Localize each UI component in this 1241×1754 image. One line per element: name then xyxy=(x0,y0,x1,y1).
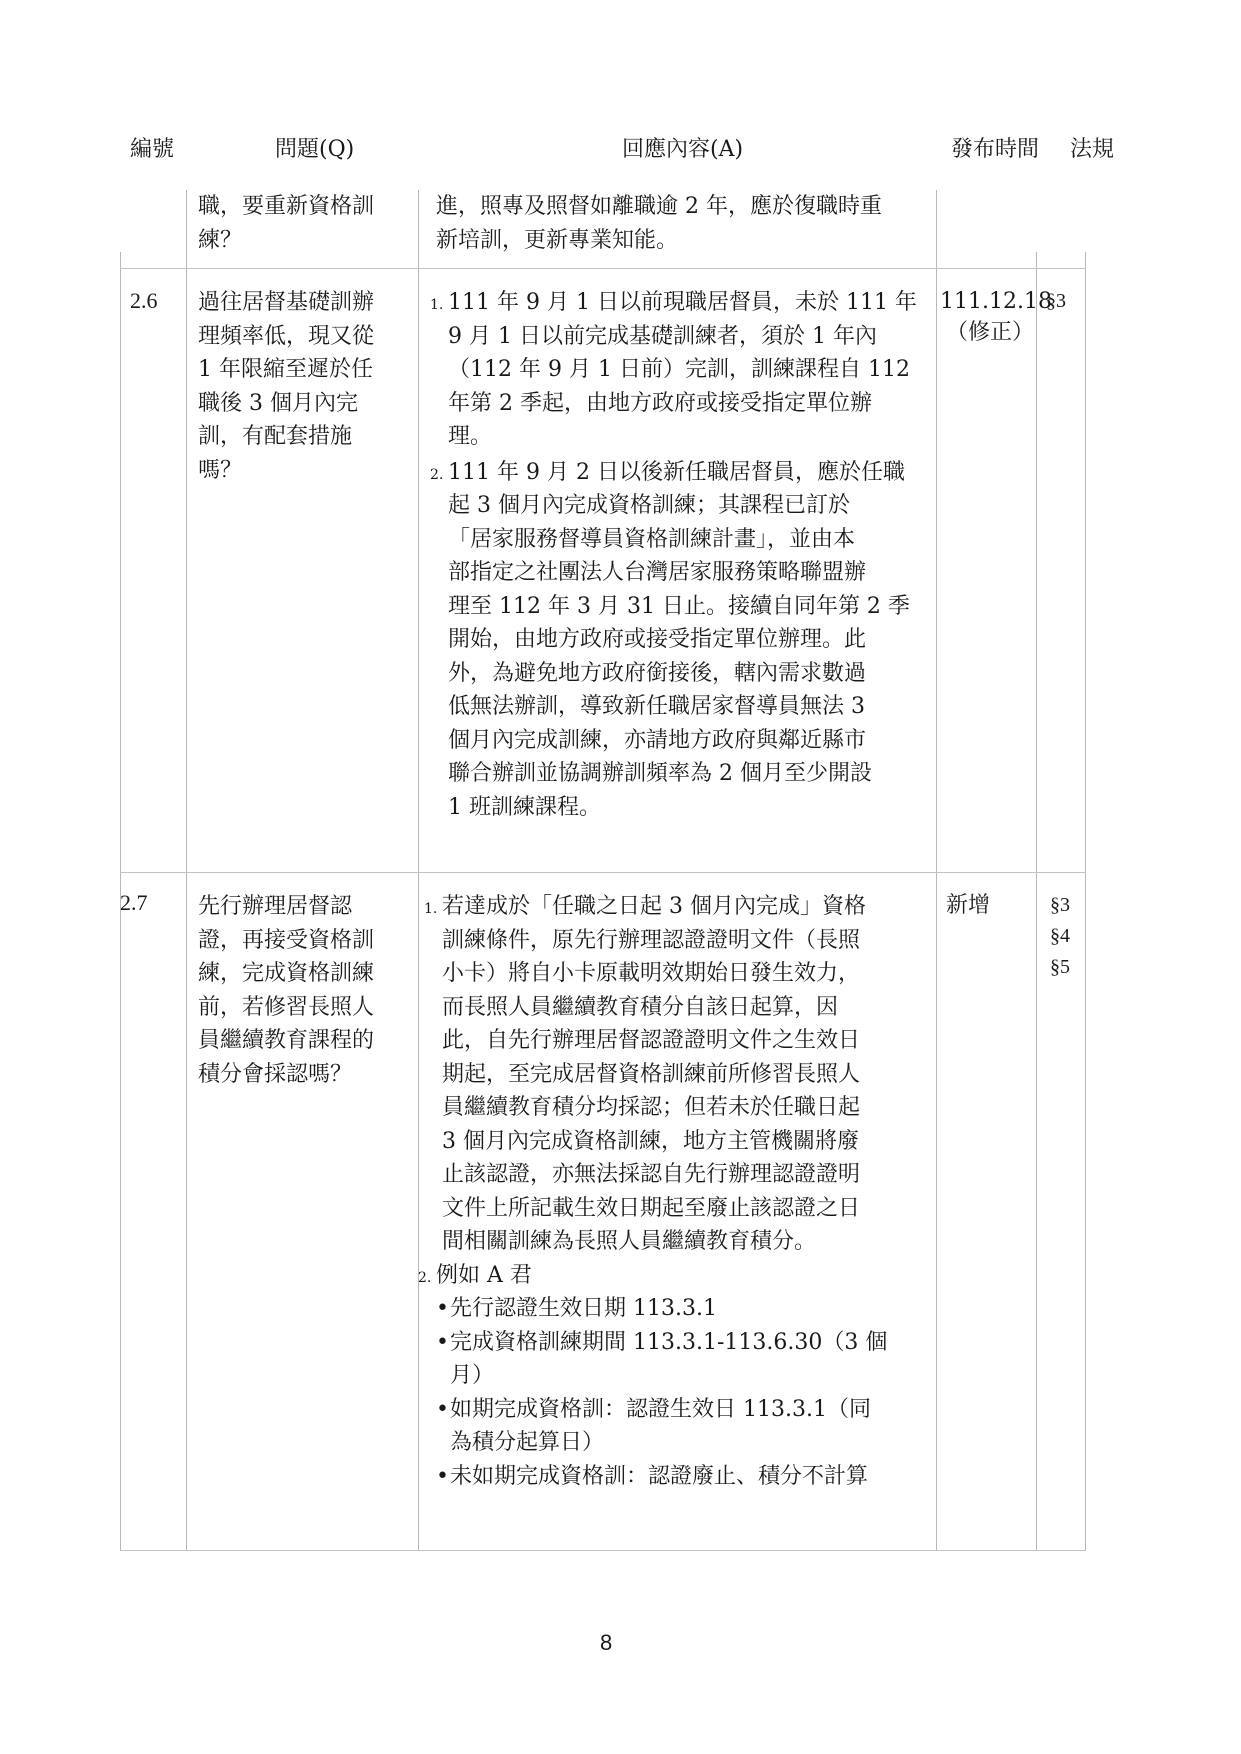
cont-question-cell xyxy=(198,190,374,257)
text-line: 111 年 9 月 2 日以後新任職居督員，應於任職 xyxy=(448,459,905,485)
text-line: 為積分起算日） xyxy=(450,1430,605,1455)
header-regulation: 法規 xyxy=(1070,137,1115,162)
text-line: 積分會採認嗎？ xyxy=(198,1061,353,1087)
text-line: 起 3 個月內完成資格訓練；其課程已訂於 xyxy=(448,493,850,518)
row-2-6-publish-date xyxy=(940,286,1052,348)
text-line: 止該認證，亦無法採認自先行辦理認證證明 xyxy=(442,1162,861,1187)
text-line: 先行認證生效日期 113.3.1 xyxy=(450,1296,717,1321)
answer-item-1-line xyxy=(424,890,887,924)
text-line: 而長照人員繼續教育積分自該日起算，因 xyxy=(442,994,839,1020)
text-line: 練，完成資格訓練 xyxy=(198,961,375,986)
text-line: 嗎？ xyxy=(198,457,243,483)
list-marker: 1. xyxy=(424,901,438,917)
table-col-divider-3 xyxy=(936,190,937,1550)
text-line: §4 xyxy=(1050,925,1070,947)
text-line: 練？ xyxy=(198,227,243,253)
cont-answer-cell xyxy=(436,190,882,257)
text-line: （112 年 9 月 1 日前）完訓，訓練課程自 112 xyxy=(448,357,910,382)
text-line: 間相關訓練為長照人員繼續教育積分。 xyxy=(442,1229,817,1254)
table-col-divider-4 xyxy=(1036,252,1037,1550)
text-line: 期起，至完成居督資格訓練前所修習長照人 xyxy=(442,1061,861,1087)
row-2-6-question xyxy=(198,286,374,487)
text-line: 1 年限縮至遲於任 xyxy=(198,357,373,382)
text-line: 3 個月內完成資格訓練，地方主管機關將廢 xyxy=(442,1128,859,1154)
text-line: 月） xyxy=(450,1363,495,1388)
row-2-7-answer xyxy=(418,890,888,1493)
text-line: 理。 xyxy=(448,424,493,449)
header-answer: 回應內容(A) xyxy=(622,137,744,162)
list-marker: 2. xyxy=(430,466,444,483)
row-2-7-number: 2.7 xyxy=(120,890,148,915)
text-line: 個月內完成訓練，亦請地方政府與鄰近縣市 xyxy=(448,727,867,753)
text-line: 111.12.18 xyxy=(940,289,1052,314)
bullet-item xyxy=(424,1292,887,1326)
row-2-6-number: 2.6 xyxy=(130,288,158,313)
row-2-7-regulation xyxy=(1050,890,1070,983)
text-line: 證，再接受資格訓 xyxy=(198,927,375,953)
text-line: 職後 3 個月內完 xyxy=(198,390,358,416)
text-line: 新增 xyxy=(946,893,991,918)
text-line: 部指定之社團法人台灣居家服務策略聯盟辦 xyxy=(448,560,867,585)
text-line: 外，為避免地方政府銜接後，轄內需求數過 xyxy=(448,660,867,686)
text-line: 理頻率低，現又從 xyxy=(198,323,375,349)
text-line: 訓練條件，原先行辦理認證證明文件（長照 xyxy=(442,927,861,953)
text-line: 「居家服務督導員資格訓練計畫」，並由本 xyxy=(448,526,856,552)
text-line: 111 年 9 月 1 日以前現職居督員，未於 111 年 xyxy=(448,290,917,315)
bullet-dot: • xyxy=(436,1296,449,1321)
text-line: 過往居督基礎訓辦 xyxy=(198,290,375,315)
text-line: 員繼續教育課程的 xyxy=(198,1028,375,1053)
bullet-dot: • xyxy=(436,1396,449,1422)
text-line: 1 班訓練課程。 xyxy=(448,794,601,820)
text-line: 開始，由地方政府或接受指定單位辦理。此 xyxy=(448,627,867,652)
text-line: 先行辦理居督認 xyxy=(198,894,353,919)
text-line: 若達成於「任職之日起 3 個月內完成」資格 xyxy=(442,894,866,919)
table-row-divider-2 xyxy=(120,872,1086,873)
bullet-dot: • xyxy=(436,1463,449,1489)
bullet-dot: • xyxy=(436,1329,449,1355)
text-line: 進，照專及照督如離職逾 2 年，應於復職時重 xyxy=(436,194,882,219)
answer-item-2-line xyxy=(418,1259,887,1293)
text-line: 完成資格訓練期間 113.3.1-113.6.30（3 個 xyxy=(450,1329,888,1355)
bullet-item xyxy=(424,1393,887,1427)
text-line: 低無法辦訓，導致新任職居家督導員無法 3 xyxy=(448,694,865,719)
page-number: 8 xyxy=(600,1630,613,1655)
row-2-7-question xyxy=(198,890,374,1091)
answer-item-2-line xyxy=(430,456,917,490)
text-line: 員繼續教育積分均採認；但若未於任職日起 xyxy=(442,1095,861,1120)
header-number: 編號 xyxy=(130,137,175,162)
text-line: 此，自先行辦理居督認證證明文件之生效日 xyxy=(442,1028,861,1053)
header-publish-date: 發布時間 xyxy=(951,137,1040,162)
text-line: 聯合辦訓並協調辦訓頻率為 2 個月至少開設 xyxy=(448,761,872,786)
text-line: 例如 A 君 xyxy=(436,1262,532,1288)
list-marker: 2. xyxy=(418,1269,432,1286)
answer-item-1-line xyxy=(430,286,917,320)
text-line: 小卡）將自小卡原載明效期始日發生效力， xyxy=(442,961,861,986)
table-col-divider-2 xyxy=(418,190,419,1550)
text-line: 未如期完成資格訓：認證廢止、積分不計算 xyxy=(450,1463,869,1489)
text-line: 訓，有配套措施 xyxy=(198,424,353,449)
bullet-item xyxy=(424,1326,887,1360)
text-line: 理至 112 年 3 月 31 日止。接續自同年第 2 季 xyxy=(448,593,910,619)
text-line: 職，要重新資格訓 xyxy=(198,194,375,219)
text-line: §3 xyxy=(1046,290,1066,312)
text-line: （修正） xyxy=(946,320,1035,345)
table-row-divider-1 xyxy=(120,268,1086,269)
row-2-7-publish-date xyxy=(946,890,990,921)
text-line: 新培訓，更新專業知能。 xyxy=(436,227,679,253)
text-line: 9 月 1 日以前完成基礎訓練者，須於 1 年內 xyxy=(448,323,877,349)
row-2-6-answer xyxy=(430,286,917,824)
table-col-divider-1 xyxy=(186,190,187,1550)
text-line: 年第 2 季起，由地方政府或接受指定單位辦 xyxy=(448,390,872,416)
bullet-item xyxy=(424,1460,887,1494)
text-line: §3 xyxy=(1050,894,1070,916)
header-question: 問題(Q) xyxy=(275,137,355,162)
row-2-6-regulation xyxy=(1046,286,1066,317)
text-line: 文件上所記載生效日期起至廢止該認證之日 xyxy=(442,1195,861,1221)
list-marker: 1. xyxy=(430,297,444,313)
text-line: 前，若修習長照人 xyxy=(198,994,375,1020)
text-line: §5 xyxy=(1050,956,1070,978)
table-bottom-border xyxy=(120,1550,1086,1551)
text-line: 如期完成資格訓：認證生效日 113.3.1（同 xyxy=(450,1396,871,1422)
table-border-right xyxy=(1085,252,1086,1550)
